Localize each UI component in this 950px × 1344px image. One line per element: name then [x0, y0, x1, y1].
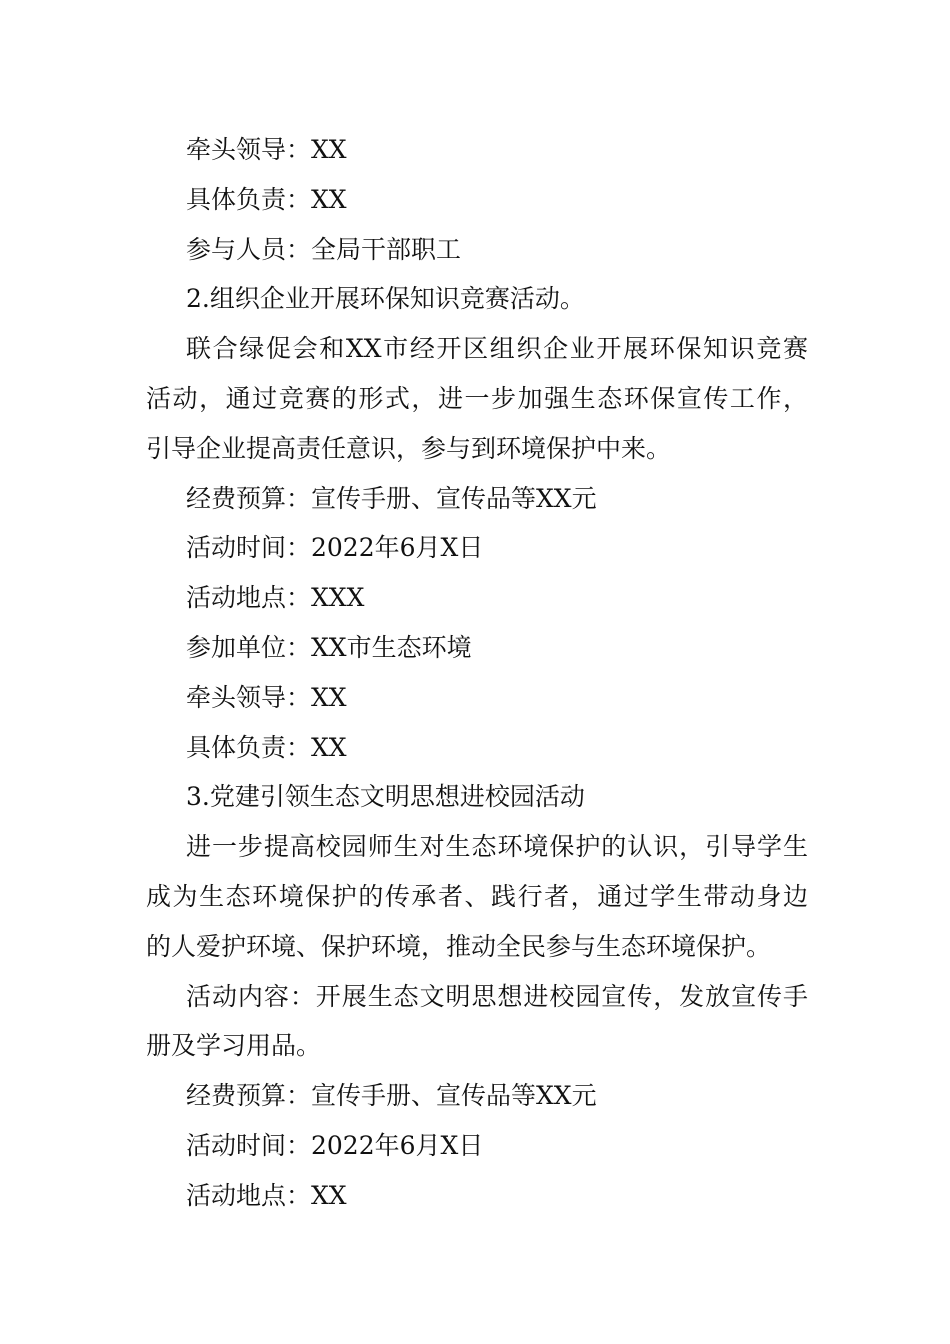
lead-leader-line-1: 牵头领导：XX [186, 135, 347, 164]
location-line-1: 活动地点：XXX [186, 583, 365, 613]
paragraph-2-line-3: 引导企业提高责任意识，参与到环境保护中来。 [146, 433, 672, 463]
budget-line-1: 经费预算：宣传手册、宣传品等XX元 [186, 483, 597, 513]
location-line-2: 活动地点：XX [186, 1180, 347, 1210]
paragraph-2-line-2: 活动，通过竞赛的形式，进一步加强生态环保宣传工作， [146, 383, 808, 413]
budget-line-2: 经费预算：宣传手册、宣传品等XX元 [186, 1081, 597, 1111]
section-heading-2: 2.组织企业开展环保知识竞赛活动。 [186, 284, 585, 314]
responsible-line-1: 具体负责：XX [186, 184, 347, 214]
paragraph-3-line-1: 进一步提高校园师生对生态环境保护的认识，引导学生 [186, 832, 808, 862]
section-heading-3: 3.党建引领生态文明思想进校园活动 [186, 782, 585, 812]
activity-content-line-2: 册及学习用品。 [146, 1031, 322, 1061]
lead-leader-line-2: 牵头领导：XX [186, 682, 347, 712]
paragraph-3-line-2: 成为生态环境保护的传承者、践行者，通过学生带动身边 [146, 881, 808, 911]
participating-unit-line: 参加单位：XX市生态环境 [186, 632, 472, 662]
time-line-2: 活动时间：2022年6月X日 [186, 1130, 484, 1160]
responsible-line-2: 具体负责：XX [186, 732, 347, 762]
paragraph-3-line-3: 的人爱护环境、保护环境，推动全民参与生态环境保护。 [146, 931, 772, 961]
document-body [146, 125, 808, 1221]
time-line-1: 活动时间：2022年6月X日 [186, 533, 484, 563]
activity-content-line-1: 活动内容：开展生态文明思想进校园宣传，发放宣传手 [186, 981, 808, 1011]
paragraph-2-line-1: 联合绿促会和XX市经开区组织企业开展环保知识竞赛 [186, 334, 808, 364]
participants-line: 参与人员：全局干部职工 [186, 234, 462, 264]
